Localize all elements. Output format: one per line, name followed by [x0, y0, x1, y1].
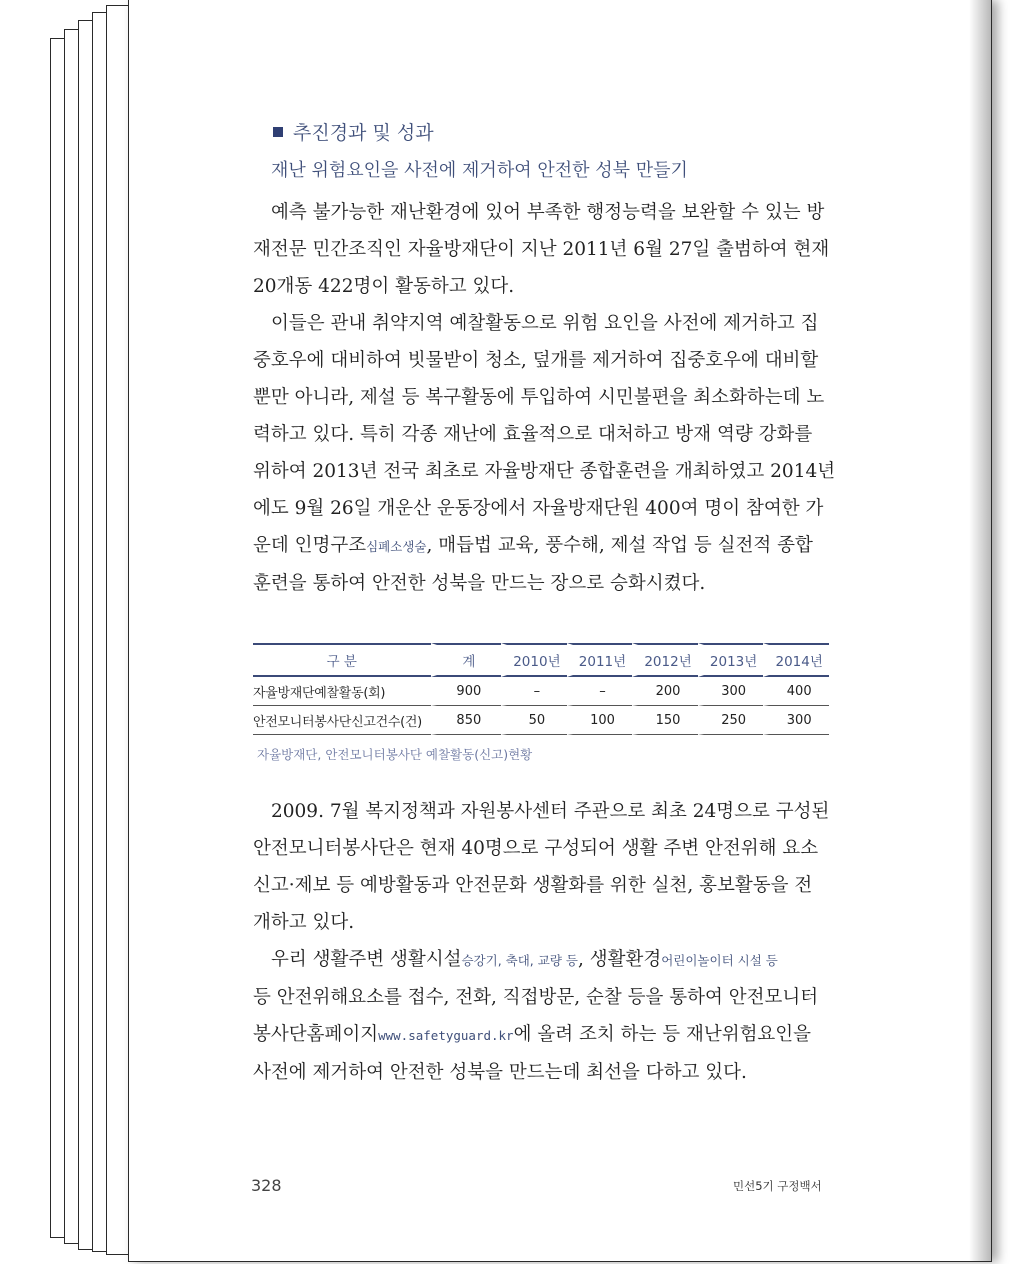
square-bullet-icon: [273, 127, 283, 137]
text-line: 봉사단홈페이지www.safetyguard.kr에 올려 조치 하는 등 재난위험요인을: [253, 1024, 812, 1045]
sub-heading: 재난 위험요인을 사전에 제거하여 안전한 성북 만들기: [271, 160, 688, 181]
table-cell: 150: [632, 706, 698, 735]
table-cell: 100: [567, 706, 633, 735]
text-line: 신고·제보 등 예방활동과 안전문화 생활화를 위한 실천, 홍보활동을 전: [253, 875, 813, 896]
table-row: [253, 706, 829, 735]
table-header-row: [253, 643, 829, 677]
inline-note: 어린이놀이터 시설 등: [661, 953, 778, 968]
text-line: 2009. 7월 복지정책과 자원봉사센터 주관으로 최초 24명으로 구성된: [271, 801, 830, 822]
table-caption: 자율방재단, 안전모니터봉사단 예찰활동(신고)현황: [257, 747, 533, 762]
table-header-cell: 2014년: [763, 643, 829, 677]
text-line: 뿐만 아니라, 제설 등 복구활동에 투입하여 시민불편을 최소화하는데 노: [253, 387, 825, 408]
text-line: 운데 인명구조심폐소생술, 매듭법 교육, 풍수해, 제설 작업 등 실전적 종합: [253, 535, 813, 556]
text-line: 훈련을 통하여 안전한 성북을 만드는 장으로 승화시켰다.: [253, 573, 706, 594]
table-header-cell: 계: [431, 643, 502, 677]
table-row: [253, 677, 829, 706]
paragraph-1: [253, 194, 833, 305]
text-line: 20개동 422명이 활동하고 있다.: [253, 276, 515, 297]
statistics-table: [253, 643, 829, 735]
section-heading: 추진경과 및 성과: [273, 118, 833, 148]
table-cell: 안전모니터봉사단신고건수(건): [253, 706, 431, 735]
text-line: 등 안전위해요소를 접수, 전화, 직접방문, 순찰 등을 통하여 안전모니터: [253, 987, 819, 1008]
text-line: 재전문 민간조직인 자율방재단이 지난 2011년 6월 27일 출범하여 현재: [253, 239, 830, 260]
page-edge-shadow: [969, 0, 991, 1261]
text-line: 에도 9월 26일 개운산 운동장에서 자율방재단원 400여 명이 참여한 가: [253, 498, 824, 519]
table-header-cell: 2012년: [632, 643, 698, 677]
paragraph-2: [253, 305, 836, 602]
text-line: 중호우에 대비하여 빗물받이 청소, 덮개를 제거하여 집중호우에 대비할: [253, 350, 819, 371]
paragraph-4: [253, 941, 833, 1091]
page-content-bottom: [253, 793, 833, 1091]
table-cell: 850: [431, 706, 502, 735]
table-cell: 400: [763, 677, 829, 706]
table-header-cell: 2010년: [501, 643, 567, 677]
table-cell: 50: [501, 706, 567, 735]
page-content-top: [253, 118, 836, 602]
table-header-cell: 2011년: [567, 643, 633, 677]
table-cell: 300: [763, 706, 829, 735]
book-title: 민선5기 구정백서: [733, 1179, 822, 1193]
book-page: [128, 0, 992, 1262]
inline-note: 승강기, 축대, 교량 등: [461, 953, 578, 968]
text-line: 위하여 2013년 전국 최초로 자율방재단 종합훈련을 개최하였고 2014년: [253, 461, 836, 482]
text-line: 예측 불가능한 재난환경에 있어 부족한 행정능력을 보완할 수 있는 방: [271, 202, 825, 223]
table-cell: –: [567, 677, 633, 706]
homepage-url: www.safetyguard.kr: [378, 1028, 514, 1043]
paragraph-3: [253, 793, 833, 941]
text-line: 력하고 있다. 특히 각종 재난에 효율적으로 대처하고 방재 역량 강화를: [253, 424, 813, 445]
table-cell: –: [501, 677, 567, 706]
text-line: 우리 생활주변 생활시설승강기, 축대, 교량 등, 생활환경어린이놀이터 시설 등: [271, 949, 778, 970]
text-line: 사전에 제거하여 안전한 성북을 만드는데 최선을 다하고 있다.: [253, 1062, 747, 1083]
text-line: 이들은 관내 취약지역 예찰활동으로 위험 요인을 사전에 제거하고 집: [271, 313, 819, 334]
inline-note: 심폐소생술: [366, 539, 427, 554]
table-cell: 200: [632, 677, 698, 706]
table-cell: 900: [431, 677, 502, 706]
text-line: 개하고 있다.: [253, 912, 355, 933]
table-cell: 250: [698, 706, 764, 735]
table-header-cell: 구 분: [253, 643, 431, 677]
table-cell: 300: [698, 677, 764, 706]
table-cell: 자율방재단예찰활동(회): [253, 677, 431, 706]
text-line: 안전모니터봉사단은 현재 40명으로 구성되어 생활 주변 안전위해 요소: [253, 838, 819, 859]
page-number: 328: [251, 1176, 282, 1195]
table-header-cell: 2013년: [698, 643, 764, 677]
